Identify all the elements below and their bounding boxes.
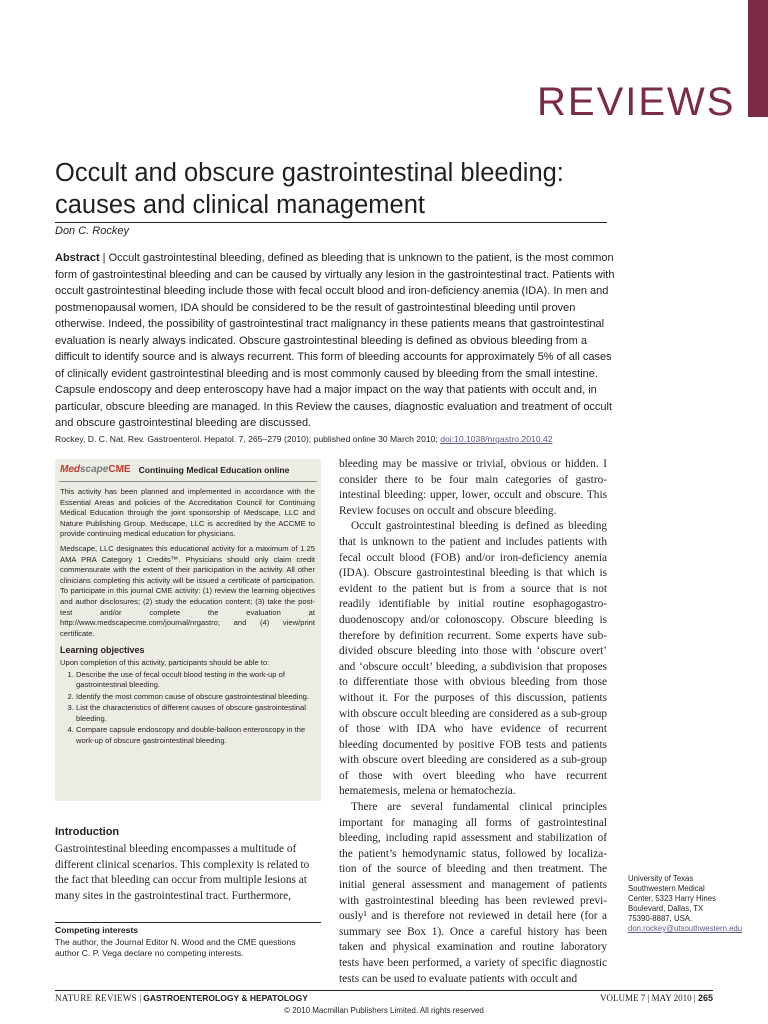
- citation-text: Rockey, D. C. Nat. Rev. Gastroenterol. Hepatol. 7, 265–279 (2010); published online 30 March 2010;: [55, 434, 441, 444]
- body-paragraph: Occult gastrointestinal bleeding is defined as bleeding that is unknown to the patient and includes patients with fecal occult blood (FOB) and/or iron-deficiency anemia (IDA). Obscure gastrointestinal bleeding is that which is evident to the patient but is from a source that is not readily identifiable by initial routine esophagogastro-duodenoscopy and/or colonoscopy. Obscure bleeding is therefore by definition recurrent. Some experts have sub-divided obscure bleeding into those with ‘obscure overt’ and ‘obscure occult’ bleeding, a subdivision that proposes to differentiate those with obvious bleeding from those without it. For the purposes of this discussion, patients with obscure occult bleeding are considered as a sub-group of those with IDA who have evidence of recurrent bleeding documented by positive FOB tests and patients with obscure overt bleeding are considered as a sub-group of those with overt bleeding who have recurrent hematemesis, melena or hematochezia.: [339, 520, 607, 798]
- learning-objectives-intro: Upon completion of this activity, participants should be able to:: [60, 657, 270, 667]
- cme-accreditation: This activity has been planned and implemented in accordance with the Essential Areas and policies of the Accreditation Council for Continuing Medical Education through the joint sponsorship of Medscape, LLC and Nature Publishing Group. Medscape, LLC is accredited by the ACCME to provide continuing medical education for physicians.: [60, 487, 315, 539]
- objective-item: 1. Describe the use of fecal occult blood testing in the work-up of gastrointestinal bleeding.: [76, 670, 315, 691]
- cme-credits: Medscape, LLC designates this educational activity for a maximum of 1.25 AMA PRA Category 1 Credits™. Physicians should only claim credit commensurate with the extent of their participation in the activity. All other clinicians completing this activity will be issued a certificate of participation. To participate in this journal CME activity: (1) review the learning objectives and author disclosures; (2) study the education content; (3) take the post-test and/or complete the evaluation at http://www.medscapecme.com/journal/nrgastro; and (4) view/print certificate.: [60, 543, 315, 638]
- objective-item: 3. List the characteristics of different causes of obscure gastrointestinal bleeding.: [76, 703, 315, 724]
- competing-interests: [55, 922, 321, 959]
- cme-box: [55, 459, 321, 801]
- objective-item: 4. Compare capsule endoscopy and double-balloon enteroscopy in the work-up of obscure gastrointestinal bleeding.: [76, 725, 315, 746]
- author-email-link[interactable]: don.rockey@utsouthwestern.edu: [628, 924, 743, 933]
- objective-item: 2. Identify the most common cause of obscure gastrointestinal bleeding.: [76, 692, 315, 703]
- affiliation-address: University of Texas Southwestern Medical Center, 5323 Harry Hines Boulevard, Dallas, TX 75390-8887, USA.: [628, 874, 716, 923]
- section-color-tab: [748, 0, 768, 117]
- abstract-text: | Occult gastrointestinal bleeding, defined as bleeding that is unknown to the patient, is the most common form of gastrointestinal bleeding and can be caused by virtually any lesion in the gastrointestinal tract. Patients with occult gastrointestinal bleeding include those with fecal occult blood and iron-deficiency anemia (IDA). In men and postmenopausal women, IDA should be considered to be the result of gastrointestinal bleeding until proven otherwise. Indeed, the possibility of gastrointestinal tract malignancy in these patients means that gastrointestinal evaluation is nearly always indicated. Obscure gastrointestinal bleeding is defined as obvious bleeding from a difficult to identify source and is always recurrent. This form of bleeding accounts for approximately 5% of all cases of clinically evident gastrointestinal bleeding and is most commonly caused by bleeding from the small intestine. Capsule endoscopy and deep enteroscopy have had a major impact on the way that patients with occult and, in particular, obscure bleeding are managed. In this Review the causes, diagnostic evaluation and treatment of occult and obscure gastrointestinal bleeding are discussed.: [55, 252, 615, 429]
- doi-link[interactable]: doi:10.1038/nrgastro.2010.42: [440, 434, 553, 444]
- learning-objectives-title: Learning objectives: [60, 645, 145, 656]
- page-footer: NATURE REVIEWS | GASTROENTEROLOGY & HEPATOLOGY VOLUME 7 | MAY 2010 | 265: [55, 990, 713, 1003]
- citation: [55, 434, 615, 444]
- abstract-label: Abstract: [55, 252, 100, 264]
- copyright: © 2010 Macmillan Publishers Limited. All rights reserved: [284, 1006, 484, 1015]
- cme-header: [55, 459, 321, 481]
- learning-objectives-list: [60, 670, 315, 747]
- title-divider: [55, 222, 607, 223]
- body-paragraph: There are several fundamental clinical principles important for managing all forms of gastrointestinal bleeding, including rapid assessment and stabilization of the patient’s hemodynamic status, followed by localiza-tion of the source of bleeding and then treatment. The initial general assessment and management of patients with gastrointestinal bleeding has been reviewed previ-ously¹ and is therefore not reviewed in detail here (for a summary see Box 1). Once a careful history has been taken and physical examination and routine laboratory tests have been performed, a variety of specific diagnostic tests can be used to evaluate patients with occult and: [339, 801, 607, 985]
- article-title: Occult and obscure gastrointestinal bleeding: causes and clinical management: [55, 159, 564, 219]
- page-number: 265: [697, 993, 713, 1003]
- body-paragraph: bleeding may be massive or trivial, obvious or hidden. I consider there to be four main categories of gastro-intestinal bleeding: upper, lower, occult and obscure. This Review focuses on occult and obscure bleeding.: [339, 458, 607, 517]
- introduction-heading: Introduction: [55, 826, 120, 838]
- body-column: [339, 457, 607, 987]
- medscape-cme-logo: MedscapeCME: [60, 463, 131, 475]
- abstract: [55, 250, 615, 432]
- cme-heading: Continuing Medical Education online: [138, 464, 290, 475]
- footer-section: GASTROENTEROLOGY & HEPATOLOGY: [143, 993, 308, 1003]
- author-affiliation: [628, 874, 743, 934]
- footer-volume: VOLUME 7 | MAY 2010 |: [600, 993, 696, 1003]
- section-label: REVIEWS: [537, 80, 736, 124]
- competing-interests-heading: Competing interests: [55, 925, 139, 935]
- author-name: Don C. Rockey: [55, 225, 129, 237]
- competing-interests-text: The author, the Journal Editor N. Wood and the CME questions author C. P. Vega declare no competing interests.: [55, 937, 296, 958]
- introduction-text: Gastrointestinal bleeding encompasses a multitude of different clinical scenarios. This complexity is related to the fact that bleeding can occur from multiple lesions at many sites in the gastrointestinal tract. Furthermore,: [55, 843, 310, 902]
- footer-journal: NATURE REVIEWS: [55, 993, 137, 1003]
